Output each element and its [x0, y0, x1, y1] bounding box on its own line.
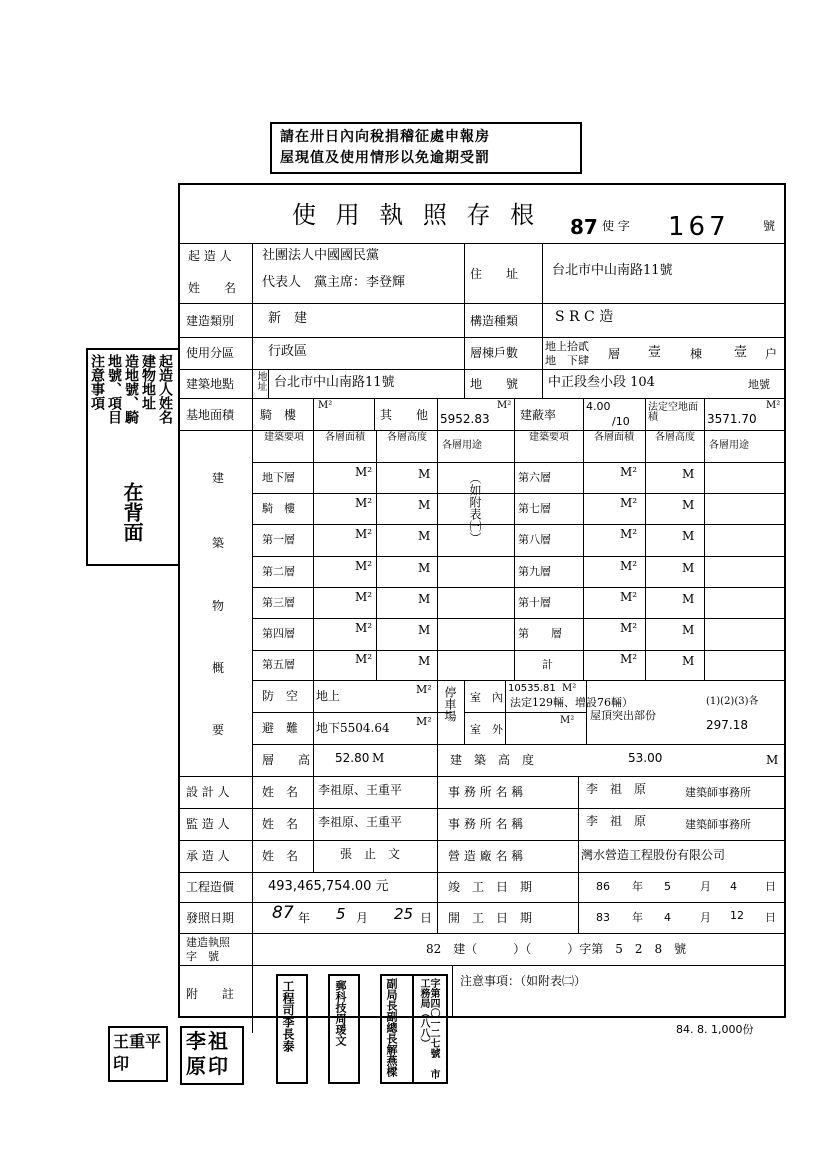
- side-note-col-2: 建物地址: [140, 354, 156, 410]
- designer-label: 設 計 人: [186, 785, 230, 799]
- building-height-unit: M: [766, 753, 779, 767]
- coverage-label: 建蔽率: [520, 408, 557, 422]
- seal-bureau-text: 字第四〇一二七號 市工務局（八八）: [418, 978, 439, 1079]
- start-month-unit: 月: [700, 911, 711, 924]
- address-value: 台北市中山南路11號: [552, 263, 673, 278]
- area-unit: M²: [355, 559, 373, 573]
- other-unit: M²: [497, 400, 512, 411]
- floor-label: 第三層: [262, 596, 295, 609]
- finish-date-label: 竣 工 日 期: [448, 880, 533, 894]
- start-day: 12: [730, 909, 744, 922]
- designer-name-label: 姓 名: [262, 785, 299, 799]
- col-header-area-left: 各層面積: [325, 432, 365, 443]
- construction-permit-label-2: 字 號: [186, 950, 219, 963]
- print-code: 84. 8. 1,000份: [676, 1023, 754, 1036]
- applicant-org: 社團法人中國國民黨: [262, 248, 380, 263]
- notice-line-1: 請在卅日內向稅捐稽征處申報房: [280, 129, 490, 145]
- evacuation-unit: M²: [416, 715, 432, 728]
- height-unit: M: [418, 529, 431, 543]
- seal-director: [380, 974, 414, 1084]
- side-note-col-5: 注意事項: [89, 354, 105, 410]
- area-unit: M²: [620, 527, 638, 541]
- cost-value: 493,465,754.00 元: [268, 879, 389, 894]
- finish-year: 86: [596, 880, 610, 893]
- company-name: 灣水營造工程股份有限公司: [581, 848, 726, 862]
- finish-month: 5: [664, 880, 671, 893]
- height-unit: M: [418, 623, 431, 637]
- supervisor-name: 李祖原、王重平: [318, 815, 403, 829]
- category-label: 建造類別: [186, 314, 235, 328]
- roof-protrusion-label: 屋頂突出部份: [590, 709, 656, 722]
- supervisor-label: 監 造 人: [186, 817, 230, 831]
- col-header-usage-left: 各層用途: [442, 440, 482, 451]
- side-note-col-3: 造地號、騎: [123, 354, 139, 424]
- finish-day-unit: 日: [765, 880, 776, 893]
- issue-month: 5: [336, 905, 346, 923]
- floor-label: 第五層: [262, 658, 295, 671]
- zone-label: 使用分區: [186, 346, 235, 360]
- seal-li-zuyuan-text: 李祖: [186, 1029, 230, 1053]
- col-header-height-right: 各層高度: [655, 432, 695, 443]
- finish-day: 4: [730, 880, 737, 893]
- side-label-2: 築: [212, 536, 225, 550]
- start-year: 83: [596, 911, 610, 924]
- building-unit: 棟: [690, 347, 703, 361]
- seal-director-text: 副局長副總長解燕樑: [385, 978, 398, 1077]
- side-note-col-4: 地號、項目: [106, 354, 122, 424]
- issue-date-label: 發照日期: [186, 911, 235, 925]
- side-label-3: 物: [212, 599, 225, 613]
- story-height-unit: M: [372, 751, 385, 765]
- arcade-unit: M²: [318, 400, 333, 411]
- form-title: 使 用 執 照 存 根: [292, 201, 541, 229]
- seal-section: [328, 974, 360, 1084]
- area-unit: M²: [620, 621, 638, 635]
- site-address-tag: 地址: [255, 371, 266, 391]
- area-unit: M²: [355, 465, 373, 479]
- story-height-value: 52.80: [335, 751, 370, 765]
- applicant-label: 起 造 人: [188, 249, 232, 263]
- start-day-unit: 日: [765, 911, 776, 924]
- start-month: 4: [664, 911, 671, 924]
- floor-label: 第七層: [518, 502, 551, 515]
- legal-space-value: 3571.70: [707, 412, 757, 426]
- height-unit: M: [682, 498, 695, 512]
- side-note-col-1: 起造人姓名: [157, 354, 173, 424]
- height-unit: M: [682, 623, 695, 637]
- designer-name: 李祖原、王重平: [318, 783, 403, 797]
- seal-engineer: [276, 974, 308, 1084]
- usage-note: ︵如附表㈠︶: [468, 472, 482, 544]
- height-unit: M: [682, 592, 695, 606]
- supervisor-name-label: 姓 名: [262, 817, 299, 831]
- number-suffix: 號: [763, 219, 776, 233]
- remarks-label: 附 註: [186, 987, 235, 1001]
- evacuation-label: 避 難: [262, 721, 299, 735]
- issue-day: 25: [394, 905, 414, 923]
- category-value: 新 建: [268, 311, 308, 326]
- floor-label: 第四層: [262, 627, 295, 640]
- tax-notice-box: [270, 122, 582, 174]
- area-unit: M²: [620, 559, 638, 573]
- company-label: 營 造 廠 名 稱: [448, 849, 524, 863]
- outdoor-label: 室 外: [470, 723, 503, 736]
- civil-above-label: 地上: [316, 689, 341, 703]
- structure-label: 構造種類: [470, 314, 519, 328]
- supervisor-office-label: 事 務 所 名 稱: [448, 817, 524, 831]
- floors-above: 地上拾貳: [545, 340, 589, 353]
- area-unit: M²: [355, 590, 373, 604]
- contractor-label: 承 造 人: [186, 849, 230, 863]
- issue-month-unit: 月: [356, 911, 369, 925]
- area-unit: M²: [355, 652, 373, 666]
- evacuation-below: 地下5504.64: [316, 721, 390, 735]
- finish-year-unit: 年: [632, 880, 643, 893]
- building-height-label: 建 築 高 度: [450, 753, 535, 767]
- structure-value: S R C 造: [555, 309, 614, 325]
- height-unit: M: [418, 654, 431, 668]
- floor-label: 第 層: [518, 627, 562, 640]
- roof-note: (1)(2)(3)各: [706, 696, 759, 707]
- indoor-value: 10535.81: [508, 683, 556, 694]
- civil-unit: M²: [416, 683, 432, 696]
- floor-label: 第十層: [518, 596, 551, 609]
- construction-permit-label: 建造執照: [186, 936, 230, 949]
- height-unit: M: [682, 467, 695, 481]
- seal-engineer-text: 工程司李長泰: [281, 980, 295, 1052]
- floors-label: 層棟戶數: [470, 346, 519, 360]
- seal-wang-zhongping-text: 王重平印: [113, 1032, 162, 1074]
- permit-kind: 使 字: [602, 219, 630, 233]
- indoor-unit: M²: [562, 683, 577, 694]
- issue-day-unit: 日: [420, 911, 433, 925]
- lot-unit: 地號: [748, 378, 770, 391]
- col-header-height-left: 各層高度: [387, 432, 427, 443]
- indoor-note: 法定129輛、增設76輛）: [510, 696, 633, 709]
- contractor-name: 張 止 文: [340, 847, 401, 861]
- address-label: 住 址: [470, 267, 519, 281]
- area-unit: M²: [355, 527, 373, 541]
- issue-year-unit: 年: [298, 911, 311, 925]
- supervisor-office-name: 李 祖 原: [586, 814, 647, 828]
- indoor-label: 室 內: [470, 691, 503, 704]
- site-value: 台北市中山南路11號: [274, 375, 395, 390]
- seal-wang-zhongping: [108, 1026, 168, 1082]
- area-unit: M²: [620, 496, 638, 510]
- base-area-label: 基地面積: [186, 408, 235, 422]
- household-count: 壹: [734, 345, 748, 360]
- roof-value: 297.18: [706, 718, 748, 732]
- area-unit: M²: [620, 465, 638, 479]
- lot-value: 中正段叁小段 104: [548, 375, 655, 390]
- start-date-label: 開 工 日 期: [448, 911, 533, 925]
- height-unit: M: [418, 561, 431, 575]
- construction-permit-value: 82 建（ ）（ ）字第 5 2 8 號: [426, 942, 687, 956]
- lot-label: 地 號: [470, 377, 519, 391]
- household-unit: 户: [765, 347, 778, 361]
- height-unit: M: [682, 654, 695, 668]
- building-count: 壹: [648, 345, 662, 360]
- civil-defense-label: 防 空: [262, 689, 299, 703]
- finish-month-unit: 月: [700, 880, 711, 893]
- supervisor-office-suffix: 建築師事務所: [685, 818, 751, 831]
- floor-label: 計: [542, 658, 553, 671]
- side-label-1: 建: [212, 471, 225, 485]
- floor-label: 第二層: [262, 565, 295, 578]
- col-header-item-right: 建築要項: [529, 432, 569, 443]
- applicant-representative: 代表人 黨主席：李登輝: [262, 275, 406, 290]
- other-label: 其 他: [380, 408, 429, 422]
- permit-number: 167: [668, 212, 730, 242]
- site-label: 建築地點: [186, 377, 235, 391]
- parking-label: 停車場: [443, 686, 457, 722]
- coverage-denominator: /10: [612, 415, 630, 428]
- height-unit: M: [682, 529, 695, 543]
- permit-year: 87: [570, 215, 598, 239]
- floor-label: 地下層: [262, 471, 295, 484]
- seal-section-text: 郵科技周瑗文: [334, 980, 347, 1046]
- building-height-value: 53.00: [628, 751, 663, 765]
- height-unit: M: [682, 561, 695, 575]
- designer-office-label: 事 務 所 名 稱: [448, 785, 524, 799]
- legal-space-unit: M²: [766, 400, 781, 411]
- col-header-usage-right: 各層用途: [709, 440, 749, 451]
- col-header-item-left: 建築要項: [264, 432, 304, 443]
- floors-unit: 層: [608, 347, 621, 361]
- side-label-4: 概: [212, 661, 225, 675]
- floor-label: 第一層: [262, 533, 295, 546]
- contractor-name-label: 姓 名: [262, 849, 299, 863]
- area-unit: M²: [355, 496, 373, 510]
- height-unit: M: [418, 592, 431, 606]
- arcade-label: 騎 樓: [260, 408, 297, 422]
- official-seals: [256, 966, 451, 1086]
- designer-office-name: 李 祖 原: [586, 782, 647, 796]
- seal-bureau: [412, 974, 448, 1084]
- other-value: 5952.83: [440, 412, 490, 426]
- applicant-name-label: 姓 名: [188, 281, 237, 295]
- zone-value: 行政區: [268, 344, 308, 359]
- col-header-area-right: 各層面積: [594, 432, 634, 443]
- issue-year: 87: [272, 903, 294, 923]
- side-note-box: [86, 348, 178, 566]
- seal-li-zuyuan: [180, 1026, 244, 1085]
- floor-label: 第九層: [518, 565, 551, 578]
- coverage-value: 4.00: [586, 400, 611, 413]
- floor-label: 騎 樓: [262, 502, 295, 515]
- height-unit: M: [418, 467, 431, 481]
- seal-li-zuyuan-text-2: 原印: [186, 1054, 230, 1078]
- side-note-back: 在背面: [120, 482, 144, 542]
- floor-label: 第六層: [518, 471, 551, 484]
- floors-below: 地 下肆: [545, 354, 589, 367]
- area-unit: M²: [355, 621, 373, 635]
- start-year-unit: 年: [632, 911, 643, 924]
- height-unit: M: [418, 498, 431, 512]
- area-unit: M²: [620, 590, 638, 604]
- cost-label: 工程造價: [186, 880, 235, 894]
- story-height-label: 層 高: [262, 753, 311, 767]
- designer-office-suffix: 建築師事務所: [685, 786, 751, 799]
- legal-space-label: 法定空地面積: [648, 402, 698, 423]
- outdoor-unit: M²: [560, 715, 575, 726]
- notice-line-2: 屋現值及使用情形以免逾期受罰: [280, 150, 490, 166]
- floor-label: 第八層: [518, 533, 551, 546]
- area-unit: M²: [620, 652, 638, 666]
- remarks-note: 注意事項：（如附表㈡）: [460, 974, 587, 988]
- side-label-5: 要: [212, 723, 225, 737]
